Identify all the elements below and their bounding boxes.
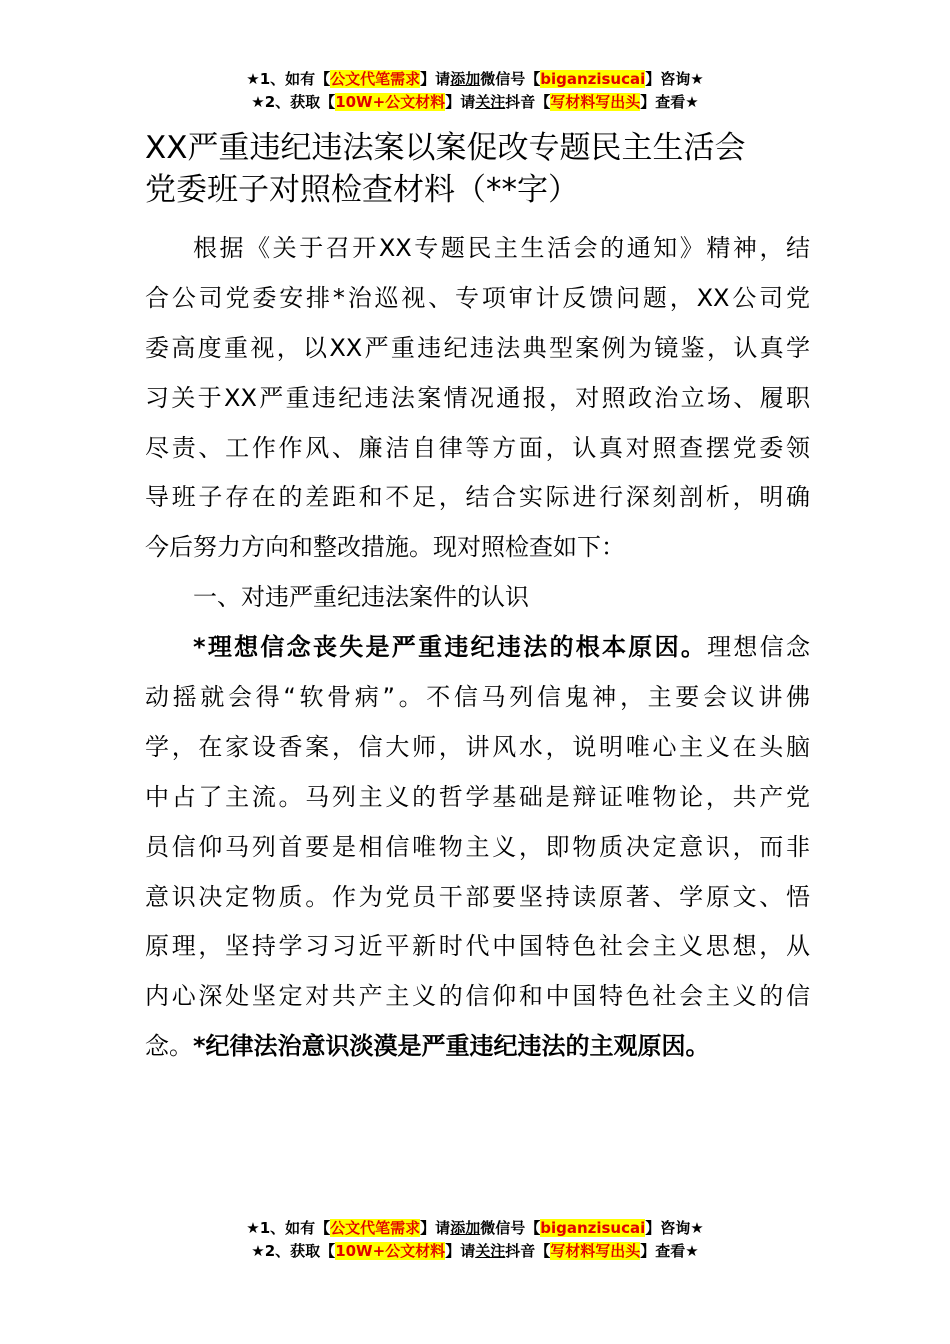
document-title bbox=[145, 127, 825, 211]
banner-text-underlined: 关注 bbox=[475, 1242, 506, 1260]
highlight-douyin: 写材料写出头 bbox=[550, 93, 641, 111]
highlight-wechat-id: biganzisucai bbox=[540, 70, 646, 88]
highlight-wechat-id: biganzisucai bbox=[540, 1219, 646, 1237]
banner-text: ★1、如有【 bbox=[246, 1219, 331, 1237]
banner-text: 】查看★ bbox=[640, 1242, 699, 1260]
banner-text-underlined: 添加 bbox=[450, 70, 481, 88]
paragraph-line: 合公司党委安排*治巡视、专项审计反馈问题，XX公司党 bbox=[145, 283, 810, 312]
banner-text: 】咨询★ bbox=[645, 1219, 704, 1237]
paragraph-line: 尽责、工作作风、廉洁自律等方面，认真对照查摆党委领 bbox=[145, 433, 810, 462]
banner-line-2 bbox=[0, 1240, 950, 1263]
paragraph-line: 意识决定物质。作为党员干部要坚持读原著、学原文、悟 bbox=[145, 882, 810, 911]
banner-text: 抖音【 bbox=[505, 93, 551, 111]
highlight-service: 公文代笔需求 bbox=[330, 1219, 421, 1237]
paragraph-line: 今后努力方向和整改措施。现对照检查如下： bbox=[145, 533, 625, 562]
paragraph-line: 原理，坚持学习习近平新时代中国特色社会主义思想，从 bbox=[145, 932, 810, 961]
banner-text: 】请 bbox=[420, 1219, 451, 1237]
document-body bbox=[145, 224, 810, 1072]
banner-text: ★2、获取【 bbox=[251, 1242, 336, 1260]
banner-text: 微信号【 bbox=[480, 70, 541, 88]
title-line-1: XX严重违纪违法案以案促改专题民主生活会 bbox=[145, 130, 746, 166]
highlight-materials: 10W+公文材料 bbox=[335, 93, 446, 111]
paragraph-line: 内心深处坚定对共产主义的信仰和中国特色社会主义的信 bbox=[145, 982, 810, 1011]
paragraph-line: 员信仰马列首要是相信唯物主义，即物质决定意识，而非 bbox=[145, 832, 810, 861]
banner-text-underlined: 关注 bbox=[475, 93, 506, 111]
paragraph-line: 导班子存在的差距和不足，结合实际进行深刻剖析，明确 bbox=[145, 483, 810, 512]
banner-text: 】请 bbox=[445, 93, 476, 111]
banner-text-underlined: 添加 bbox=[450, 1219, 481, 1237]
paragraph-line: 委高度重视，以XX严重违纪违法典型案例为镜鉴，认真学 bbox=[145, 333, 810, 362]
paragraph-text: 念。 bbox=[145, 1032, 193, 1061]
banner-line-1 bbox=[0, 68, 950, 91]
banner-text: ★1、如有【 bbox=[246, 70, 331, 88]
paragraph-line: 动摇就会得“软骨病”。不信马列信鬼神，主要会议讲佛 bbox=[145, 683, 810, 712]
highlight-douyin: 写材料写出头 bbox=[550, 1242, 641, 1260]
banner-text: 】查看★ bbox=[640, 93, 699, 111]
header-banner bbox=[0, 68, 950, 114]
footer-banner bbox=[0, 1217, 950, 1263]
banner-text: 】请 bbox=[420, 70, 451, 88]
bold-lead-sentence: *纪律法治意识淡漠是严重违纪违法的主观原因。 bbox=[193, 1032, 710, 1061]
paragraph-line: 习关于XX严重违纪违法案情况通报，对照政治立场、履职 bbox=[145, 383, 810, 412]
banner-line-2 bbox=[0, 91, 950, 114]
banner-text: 】咨询★ bbox=[645, 70, 704, 88]
banner-text: ★2、获取【 bbox=[251, 93, 336, 111]
paragraph-line: 根据《关于召开XX专题民主生活会的通知》精神，结 bbox=[193, 234, 810, 262]
section-heading: 一、对违严重纪违法案件的认识 bbox=[193, 583, 529, 612]
banner-text: 】请 bbox=[445, 1242, 476, 1260]
highlight-service: 公文代笔需求 bbox=[330, 70, 421, 88]
banner-line-1 bbox=[0, 1217, 950, 1240]
banner-text: 微信号【 bbox=[480, 1219, 541, 1237]
paragraph-line: 中占了主流。马列主义的哲学基础是辩证唯物论，共产党 bbox=[145, 782, 810, 811]
paragraph-line: 学，在家设香案，信大师，讲风水，说明唯心主义在头脑 bbox=[145, 732, 810, 761]
bold-lead-sentence: *理想信念丧失是严重违纪违法的根本原因。 bbox=[193, 633, 708, 662]
paragraph-line bbox=[145, 1022, 810, 1072]
paragraph-line bbox=[145, 623, 810, 673]
highlight-materials: 10W+公文材料 bbox=[335, 1242, 446, 1260]
title-line-2: 党委班子对照检查材料（**字） bbox=[145, 172, 579, 208]
banner-text: 抖音【 bbox=[505, 1242, 551, 1260]
paragraph-text: 理想信念 bbox=[707, 633, 810, 662]
